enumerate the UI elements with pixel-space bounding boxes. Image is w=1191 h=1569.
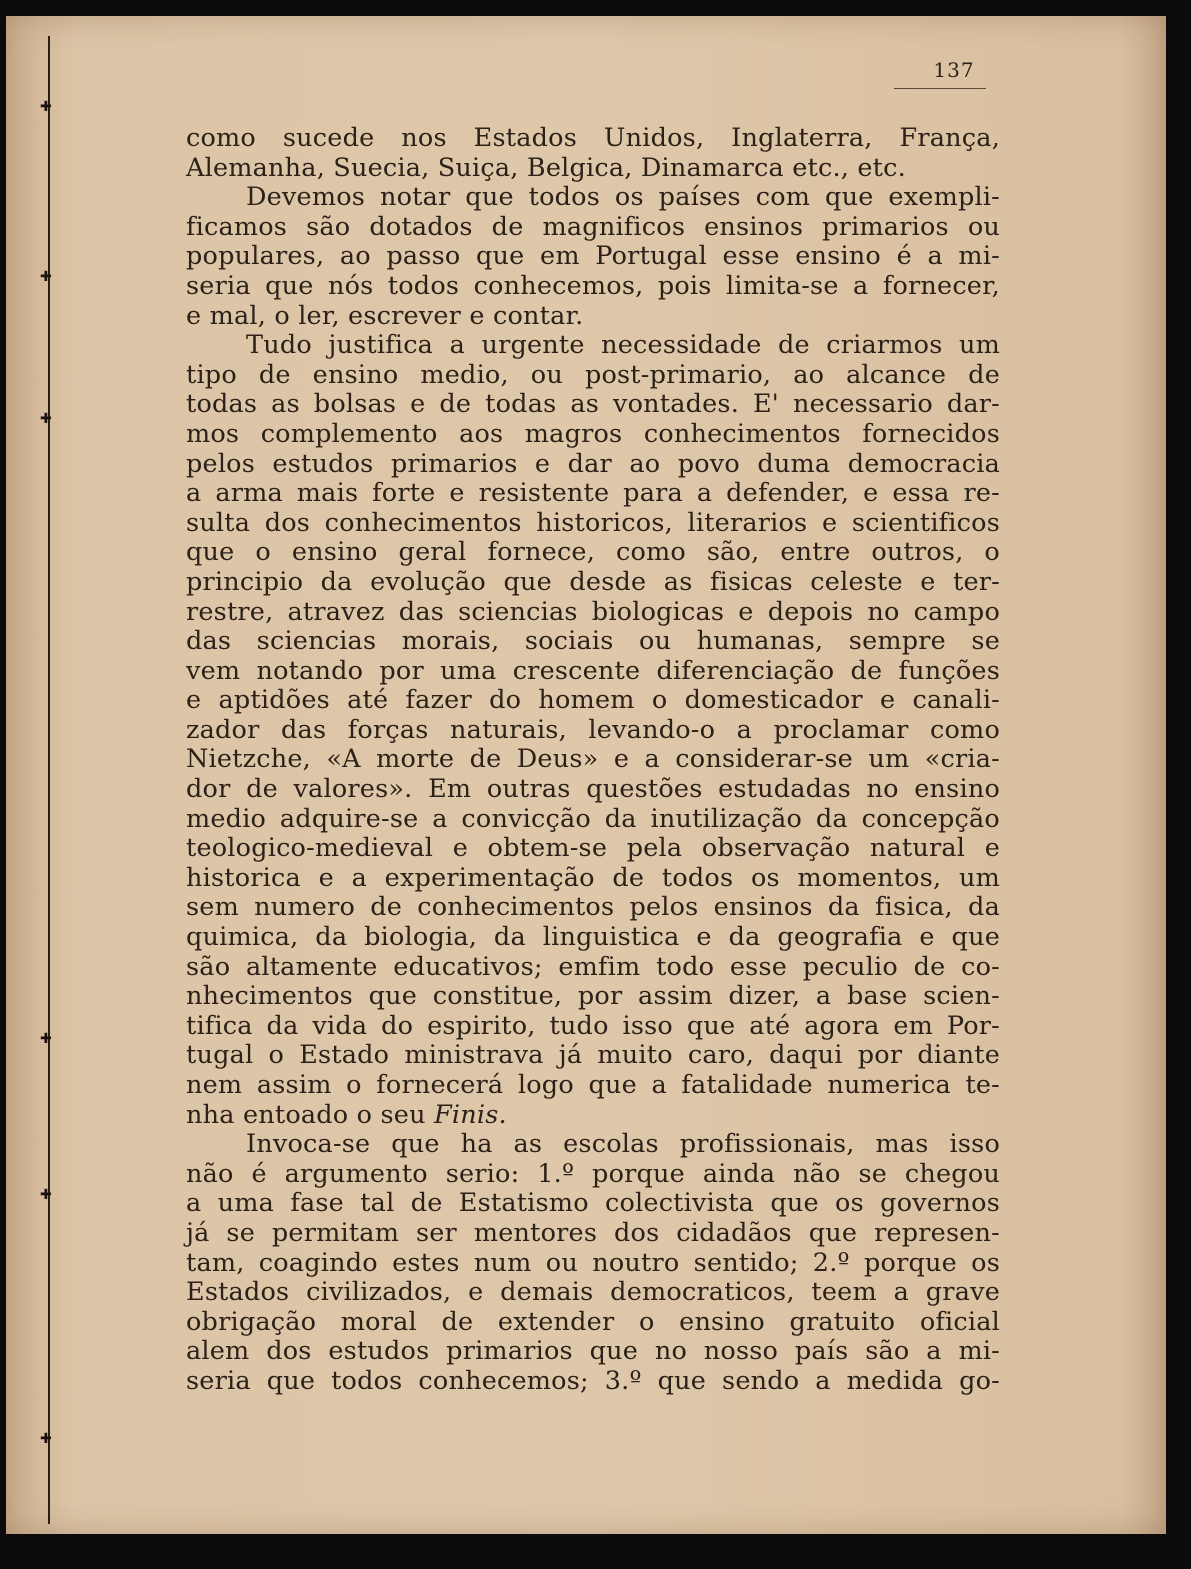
text-line: tifica da vida do espirito, tudo isso que até agora em Por- xyxy=(186,1010,1000,1041)
text-line: tam, coagindo estes num ou noutro sentido; 2.º porque os xyxy=(186,1247,1000,1278)
text-line: Tudo justifica a urgente necessidade de criarmos um xyxy=(246,330,1000,361)
text-line: não é argumento serio: 1.º porque ainda não se chegou xyxy=(186,1158,1000,1189)
text-line: e mal, o ler, escrever e contar. xyxy=(186,300,584,331)
text-line: e aptidões até fazer do homem o domesticador e canali- xyxy=(186,685,1000,716)
text-line: dor de valores». Em outras questões estudadas no ensino xyxy=(186,774,1000,805)
stitch-mark-icon: ✚ xyxy=(40,1431,52,1447)
stitch-mark-icon: ✚ xyxy=(40,411,52,427)
text-line: zador das forças naturais, levando-o a proclamar como xyxy=(186,714,1000,745)
text-line: pelos estudos primarios e dar ao povo duma democracia xyxy=(186,448,1000,479)
page-number-rule xyxy=(894,88,986,89)
text-line: Alemanha, Suecia, Suiça, Belgica, Dinamarca etc., etc. xyxy=(186,152,906,183)
text-line: mos complemento aos magros conhecimentos fornecidos xyxy=(186,418,1000,449)
text-line: vem notando por uma crescente diferenciação de funções xyxy=(186,655,1000,686)
text-line: sulta dos conhecimentos historicos, literarios e scientificos xyxy=(186,507,1000,538)
text-line: principio da evolução que desde as fisicas celeste e ter- xyxy=(186,566,1000,597)
text-line-start: nha entoado o seu xyxy=(186,1099,435,1130)
book-page xyxy=(6,16,1166,1534)
text-line: tugal o Estado ministrava já muito caro, daqui por diante xyxy=(186,1040,1000,1071)
text-line: populares, ao passo que em Portugal esse ensino é a mi- xyxy=(186,241,1000,272)
text-line: nhecimentos que constitue, por assim dizer, a base scien- xyxy=(186,981,1000,1012)
text-line: historica e a experimentação de todos os momentos, um xyxy=(186,862,1000,893)
binding-thread xyxy=(48,36,50,1524)
text-line: Estados civilizados, e demais democraticos, teem a grave xyxy=(186,1277,1000,1308)
text-line: tipo de ensino medio, ou post-primario, ao alcance de xyxy=(186,359,1000,390)
text-line: quimica, da biologia, da linguistica e da geografia e que xyxy=(186,922,1000,953)
text-line: sem numero de conhecimentos pelos ensinos da fisica, da xyxy=(186,892,1000,923)
text-line: seria que todos conhecemos; 3.º que sendo a medida go- xyxy=(186,1365,1000,1396)
body-text xyxy=(186,124,1000,1397)
stitch-mark-icon: ✚ xyxy=(40,1031,52,1047)
text-line: restre, atravez das sciencias biologicas e depois no campo xyxy=(186,596,1000,627)
text-line: a uma fase tal de Estatismo colectivista que os governos xyxy=(186,1188,1000,1219)
text-line: Invoca-se que ha as escolas profissionais, mas isso xyxy=(246,1129,1000,1160)
text-line: medio adquire-se a convicção da inutilização da concepção xyxy=(186,803,1000,834)
text-line: a arma mais forte e resistente para a defender, e essa re- xyxy=(186,478,1000,509)
text-line: das sciencias morais, sociais ou humanas, sempre se xyxy=(186,626,1000,657)
italic-word: Finis. xyxy=(434,1099,507,1130)
text-line: nem assim o fornecerá logo que a fatalidade numerica te- xyxy=(186,1070,1000,1100)
stitch-mark-icon: ✚ xyxy=(40,1187,52,1203)
stitch-mark-icon: ✚ xyxy=(40,99,52,115)
text-line: obrigação moral de extender o ensino gratuito oficial xyxy=(186,1306,1000,1337)
page-number: 137 xyxy=(933,58,975,82)
text-line-with-italic xyxy=(186,1101,1000,1131)
text-line: já se permitam ser mentores dos cidadãos que represen- xyxy=(186,1217,1000,1248)
text-line: seria que nós todos conhecemos, pois limita-se a fornecer, xyxy=(186,270,1000,301)
text-line: ficamos são dotados de magnificos ensinos primarios ou xyxy=(186,211,1000,242)
text-line: Nietzche, «A morte de Deus» e a considerar-se um «cria- xyxy=(186,744,1000,775)
binding-stitching xyxy=(40,16,58,1534)
text-line: alem dos estudos primarios que no nosso país são a mi- xyxy=(186,1336,1000,1367)
text-line: que o ensino geral fornece, como são, entre outros, o xyxy=(186,537,1000,568)
text-line: são altamente educativos; emfim todo esse peculio de co- xyxy=(186,951,1000,982)
text-line: como sucede nos Estados Unidos, Inglaterra, França, xyxy=(186,123,1000,153)
text-line: Devemos notar que todos os países com que exempli- xyxy=(246,182,1000,213)
stitch-mark-icon: ✚ xyxy=(40,269,52,285)
text-line: teologico-medieval e obtem-se pela observação natural e xyxy=(186,833,1000,864)
text-line: todas as bolsas e de todas as vontades. E' necessario dar- xyxy=(186,389,1000,420)
